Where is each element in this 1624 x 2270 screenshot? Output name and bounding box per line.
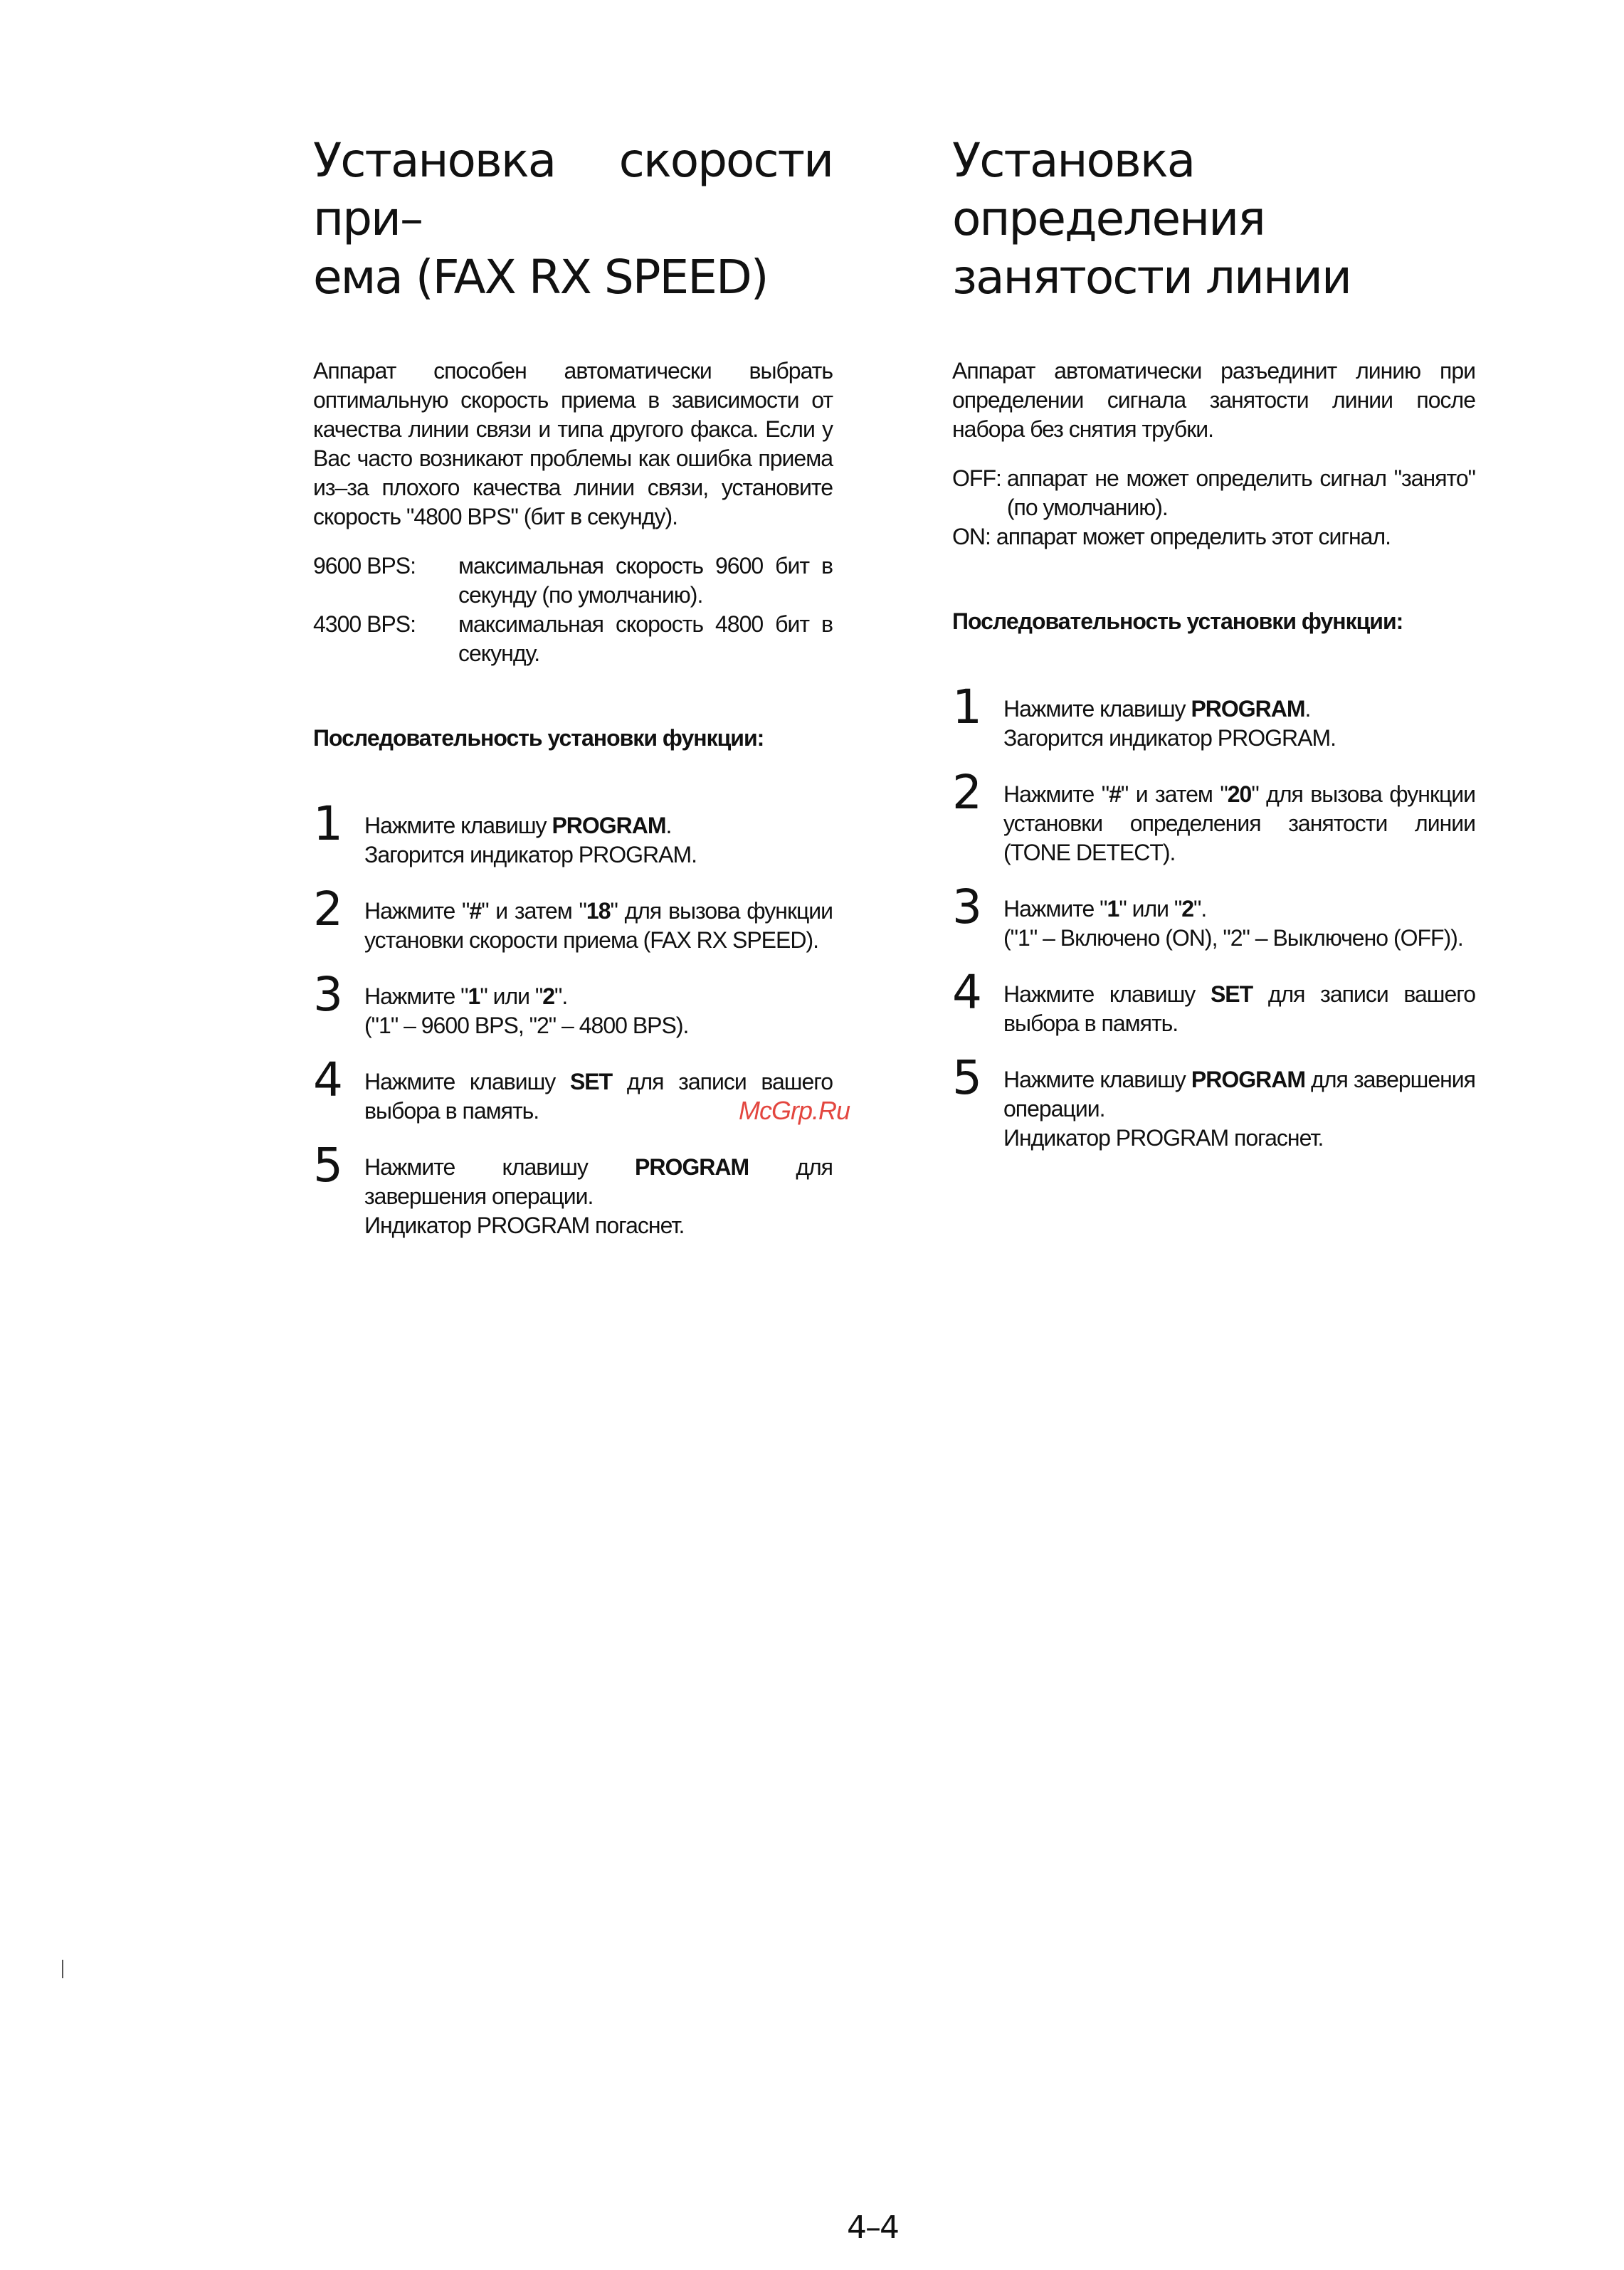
step-text-part: Нажмите клавишу bbox=[364, 813, 552, 838]
step-item bbox=[313, 882, 833, 955]
step-text-part: . bbox=[1304, 696, 1311, 722]
title-line-1: Установка скорости при– bbox=[313, 133, 833, 246]
step-number: 5 bbox=[313, 1138, 343, 1193]
option-term: ON: bbox=[952, 524, 991, 549]
step-item bbox=[952, 765, 1476, 867]
right-column bbox=[952, 132, 1475, 1180]
step-text-part: для записи вашего выбора в память. bbox=[1003, 981, 1476, 1036]
step-text-part: " или " bbox=[480, 983, 543, 1009]
sequence-heading: Последовательность установки функции: bbox=[952, 608, 1403, 634]
step-text-part: ". bbox=[1193, 896, 1207, 922]
option-term: 9600 BPS: bbox=[313, 553, 416, 579]
step-key: PROGRAM bbox=[552, 813, 666, 838]
options-list bbox=[952, 464, 1475, 551]
step-text bbox=[364, 897, 833, 955]
step-text-part: Нажмите " bbox=[364, 983, 468, 1009]
step-text bbox=[1003, 780, 1475, 867]
watermark: McGrp.Ru bbox=[739, 1096, 850, 1125]
step-item bbox=[952, 965, 1476, 1038]
step-item bbox=[313, 967, 833, 1040]
step-text-part: ". bbox=[554, 983, 568, 1009]
step-text-part: для записи вашего выбора в память. bbox=[364, 1069, 833, 1124]
step-key: 18 bbox=[586, 898, 611, 924]
step-text-part: . bbox=[665, 813, 672, 838]
step-line-2: Загорится индикатор PROGRAM. bbox=[364, 842, 697, 867]
step-key: 1 bbox=[468, 983, 480, 1009]
steps-list bbox=[952, 680, 1476, 1153]
step-text-part: " для вызова функции установки определения занятости линии (TONE DETECT). bbox=[1003, 781, 1476, 865]
step-item bbox=[313, 796, 833, 870]
step-key: 20 bbox=[1227, 781, 1252, 807]
step-item bbox=[952, 1050, 1476, 1153]
step-text-part: Нажмите клавишу bbox=[364, 1069, 570, 1094]
option-desc: максимальная скорость 9600 бит в секунду (по умолчанию). bbox=[458, 553, 833, 608]
section-title-rx-speed bbox=[313, 132, 833, 307]
title-line-2: ема (FAX RX SPEED) bbox=[313, 250, 768, 305]
step-key: PROGRAM bbox=[1191, 1067, 1306, 1092]
step-text-part: Нажмите " bbox=[364, 898, 470, 924]
step-key: # bbox=[469, 898, 482, 924]
step-key: SET bbox=[569, 1069, 613, 1094]
step-text-part: для завершения операции. bbox=[364, 1154, 833, 1209]
option-term: 4300 BPS: bbox=[313, 611, 416, 637]
step-text bbox=[364, 982, 833, 1040]
step-number: 3 bbox=[313, 967, 343, 1022]
option-desc: максимальная скорость 4800 бит в секунду. bbox=[458, 611, 833, 666]
step-text-part: " для вызова функции установки скорости приема (FAX RX SPEED). bbox=[364, 898, 833, 953]
step-number: 3 bbox=[952, 880, 982, 934]
step-text-part: " или " bbox=[1119, 896, 1182, 922]
step-key: PROGRAM bbox=[635, 1154, 749, 1180]
scan-mark bbox=[62, 1960, 63, 1978]
step-number: 1 bbox=[313, 796, 343, 851]
step-text-part: Нажмите клавишу bbox=[1003, 1067, 1191, 1092]
step-key: 1 bbox=[1107, 896, 1119, 922]
step-key: PROGRAM bbox=[1191, 696, 1305, 722]
step-key: 2 bbox=[1181, 896, 1194, 922]
step-line-2: Индикатор PROGRAM погаснет. bbox=[1003, 1125, 1324, 1151]
step-line-2: ("1" – 9600 BPS, "2" – 4800 BPS). bbox=[364, 1013, 689, 1038]
sequence-heading: Последовательность установки функции: bbox=[313, 725, 764, 751]
step-text bbox=[1003, 695, 1475, 753]
step-key: # bbox=[1109, 781, 1121, 807]
step-line-2: ("1" – Включено (ON), "2" – Выключено (OFF)). bbox=[1003, 925, 1463, 951]
option-desc: аппарат может определить этот сигнал. bbox=[996, 524, 1391, 549]
step-text-part: Нажмите клавишу bbox=[1003, 981, 1211, 1007]
section-title-tone-detect bbox=[952, 132, 1475, 307]
step-text-part: Нажмите " bbox=[1003, 896, 1107, 922]
intro-paragraph: Аппарат автоматически разъединит линию при определении сигнала занятости линии после набора без снятия трубки. bbox=[952, 358, 1475, 442]
steps-list bbox=[313, 796, 833, 1240]
option-item bbox=[313, 610, 833, 668]
step-number: 1 bbox=[952, 680, 982, 734]
step-number: 5 bbox=[952, 1050, 982, 1105]
step-number: 2 bbox=[313, 882, 343, 936]
title-line-2: занятости линии bbox=[952, 250, 1351, 305]
page-number: 4–4 bbox=[847, 2210, 898, 2246]
option-item bbox=[952, 522, 1475, 551]
step-number: 4 bbox=[313, 1052, 343, 1107]
step-text bbox=[1003, 980, 1475, 1038]
step-item bbox=[313, 1138, 833, 1240]
step-text-part: " и затем " bbox=[481, 898, 586, 924]
step-text bbox=[1003, 1065, 1475, 1153]
step-key: SET bbox=[1210, 981, 1253, 1007]
step-text-part: Нажмите " bbox=[1003, 781, 1109, 807]
option-item bbox=[313, 551, 833, 610]
step-text-part: Нажмите клавишу bbox=[364, 1154, 636, 1180]
step-text-part: для завершения операции. bbox=[1003, 1067, 1476, 1121]
step-number: 4 bbox=[952, 965, 982, 1020]
step-text bbox=[1003, 894, 1475, 953]
step-text-part: " и затем " bbox=[1120, 781, 1228, 807]
step-number: 2 bbox=[952, 765, 982, 820]
intro-paragraph: Аппарат способен автоматически выбрать оптимальную скорость приема в зависимости от качества линии связи и типа другого факса. Если у Вас часто возникают проблемы как ошибка приема из–за плохого качества линии связи, установите скорость "4800 BPS" (бит в секунду). bbox=[313, 358, 833, 529]
options-list bbox=[313, 551, 833, 668]
step-line-2: Индикатор PROGRAM погаснет. bbox=[364, 1213, 685, 1238]
step-line-2: Загорится индикатор PROGRAM. bbox=[1003, 725, 1336, 751]
step-text bbox=[364, 1153, 833, 1240]
option-term: OFF: bbox=[952, 465, 1001, 491]
step-key: 2 bbox=[542, 983, 555, 1009]
step-item bbox=[952, 880, 1475, 953]
step-item bbox=[952, 680, 1475, 753]
title-line-1: Установка определения bbox=[952, 133, 1265, 246]
option-desc: аппарат не может определить сигнал "занято" (по умолчанию). bbox=[1006, 465, 1475, 520]
step-text-part: Нажмите клавишу bbox=[1003, 696, 1191, 722]
step-text bbox=[364, 811, 833, 870]
option-item bbox=[952, 464, 1475, 522]
